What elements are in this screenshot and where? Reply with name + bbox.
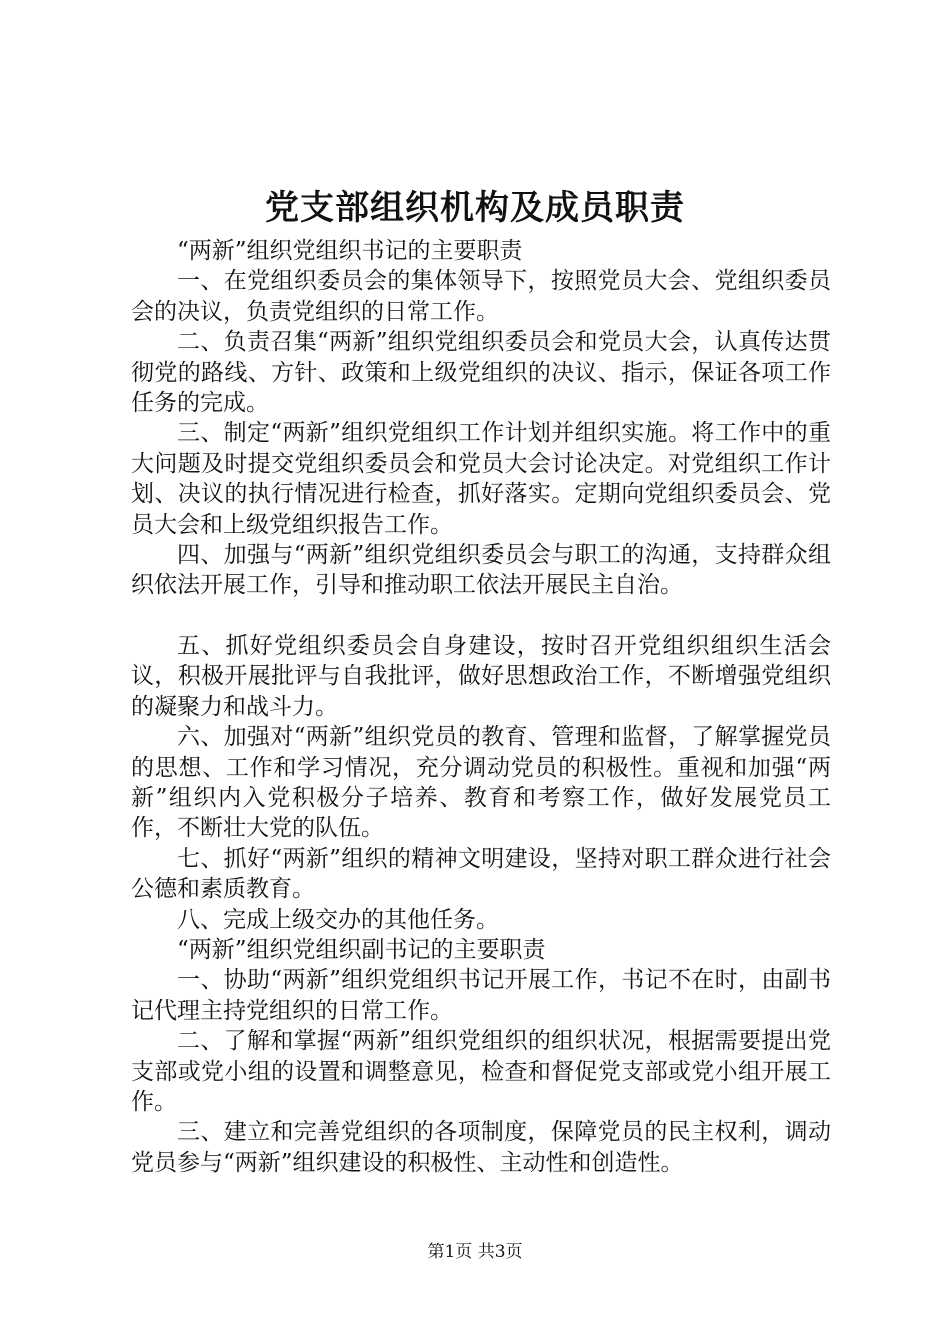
paragraph: 一、协助“两新”组织党组织书记开展工作，书记不在时，由副书记代理主持党组织的日常工作。 bbox=[131, 967, 831, 1024]
page-footer: 第1页 共3页 bbox=[427, 1242, 523, 1262]
paragraph: 一、在党组织委员会的集体领导下，按照党员大会、党组织委员会的决议，负责党组织的日常工作。 bbox=[131, 268, 831, 325]
paragraph: 二、负责召集“两新”组织党组织委员会和党员大会，认真传达贯彻党的路线、方针、政策和上级党组织的决议、指示，保证各项工作任务的完成。 bbox=[131, 329, 831, 417]
paragraph: 八、完成上级交办的其他任务。 bbox=[177, 906, 499, 933]
document-body bbox=[131, 236, 831, 1178]
paragraph: 五、抓好党组织委员会自身建设，按时召开党组织组织生活会议，积极开展批评与自我批评，做好思想政治工作，不断增强党组织的凝聚力和战斗力。 bbox=[131, 632, 831, 720]
paragraph: 三、制定“两新”组织党组织工作计划并组织实施。将工作中的重大问题及时提交党组织委员会和党员大会讨论决定。对党组织工作计划、决议的执行情况进行检查，抓好落实。定期向党组织委员会、党员大会和上级党组织报告工作。 bbox=[131, 420, 831, 538]
document-title: 党支部组织机构及成员职责 bbox=[265, 188, 685, 228]
section-heading-secretary: “两新”组织党组织书记的主要职责 bbox=[177, 238, 523, 264]
paragraph: 六、加强对“两新”组织党员的教育、管理和监督，了解掌握党员的思想、工作和学习情况，充分调动党员的积极性。重视和加强“两新”组织内入党积极分子培养、教育和考察工作，做好发展党员工作，不断壮大党的队伍。 bbox=[131, 724, 831, 842]
section-heading-deputy-secretary: “两新”组织党组织副书记的主要职责 bbox=[177, 936, 546, 963]
paragraph: 七、抓好“两新”组织的精神文明建设，坚持对职工群众进行社会公德和素质教育。 bbox=[131, 845, 831, 903]
paragraph: 四、加强与“两新”组织党组织委员会与职工的沟通，支持群众组织依法开展工作，引导和推动职工依法开展民主自治。 bbox=[131, 542, 831, 599]
paragraph: 二、了解和掌握“两新”组织党组织的组织状况，根据需要提出党支部或党小组的设置和调整意见，检查和督促党支部或党小组开展工作。 bbox=[131, 1028, 831, 1115]
paragraph: 三、建立和完善党组织的各项制度，保障党员的民主权利，调动党员参与“两新”组织建设的积极性、主动性和创造性。 bbox=[131, 1119, 831, 1176]
